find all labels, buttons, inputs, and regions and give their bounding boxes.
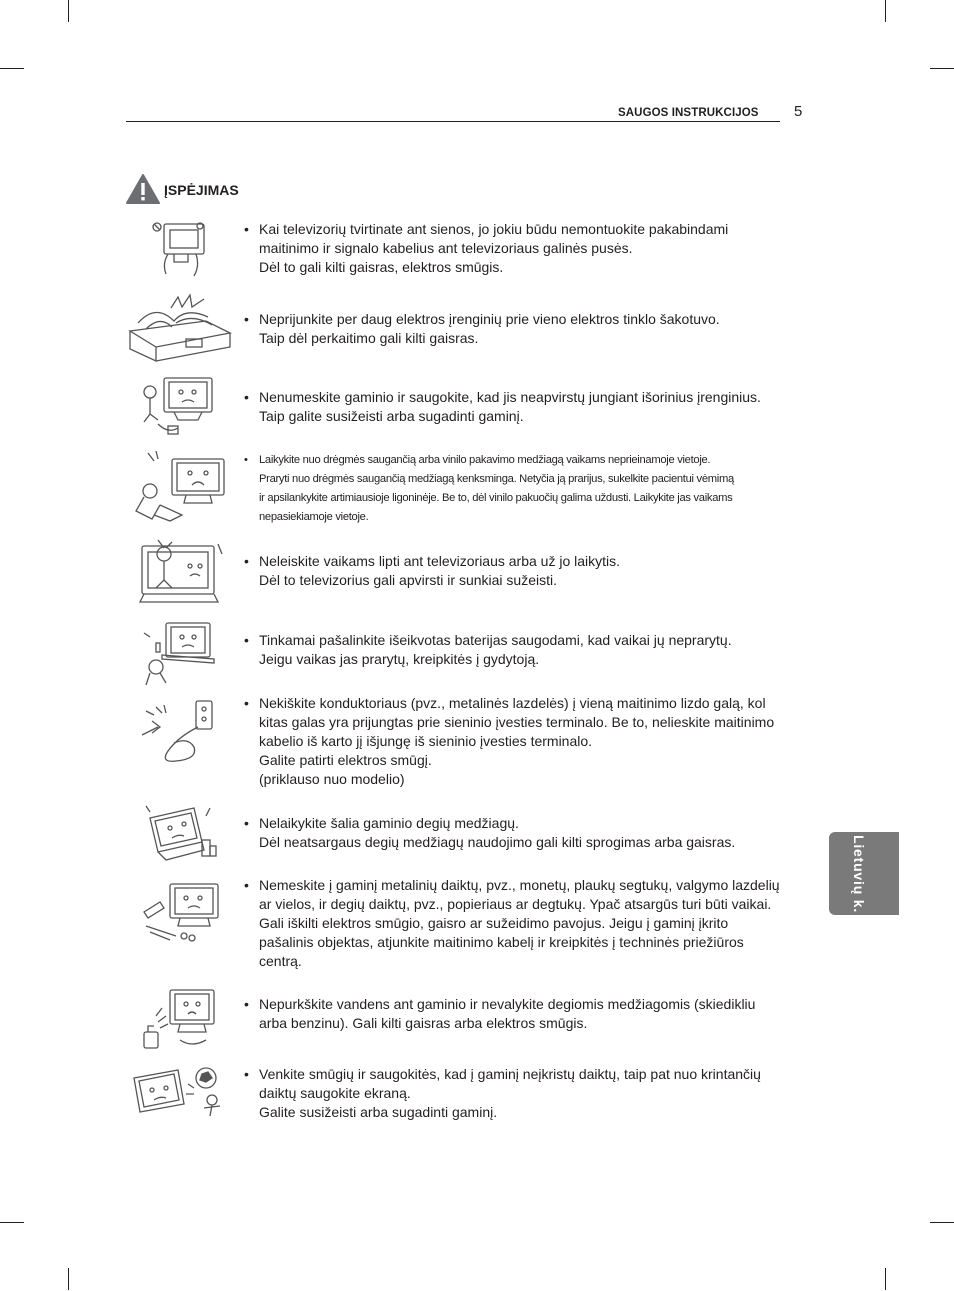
item-line: (priklauso nuo modelio) — [259, 771, 405, 787]
warning-item-water — [244, 995, 792, 1033]
item-line: Taip dėl perkaitimo gali kilti gaisras. — [259, 330, 479, 346]
item-line: Neprijunkite per daug elektros įrenginių prie vieno elektros tinklo šakotuvo. — [259, 311, 720, 327]
bullet-icon: • — [244, 815, 249, 831]
warning-item-wall-mount — [244, 220, 792, 277]
item-line: Kai televizorių tvirtinate ant sienos, jo jokiu būdu nemontuokite pakabindami — [259, 221, 729, 237]
warning-item-climbing — [244, 552, 792, 590]
bullet-icon: • — [244, 996, 249, 1012]
bullet-icon: • — [244, 389, 249, 405]
item-line: maitinimo ir signalo kabelius ant televizoriaus galinės pusės. — [259, 240, 633, 256]
bullet-icon: • — [244, 553, 249, 569]
item-line: Taip galite susižeisti arba sugadinti gaminį. — [259, 408, 524, 424]
item-line: Galite susižeisti arba sugadinti gaminį. — [259, 1104, 498, 1120]
warning-item-flammable — [244, 814, 792, 852]
warning-item-conductor — [244, 694, 792, 789]
overloaded-power-strip-illustration — [126, 293, 236, 363]
child-climbing-tv-illustration — [134, 536, 228, 606]
item-line: Tinkamai pašalinkite išeikvotas baterijas saugodami, kad vaikai jų neprarytų. — [259, 632, 732, 648]
item-line: daiktų saugokite ekraną. — [259, 1085, 411, 1101]
item-line: Nepurkškite vandens ant gaminio ir nevalykite degiomis medžiagomis (skiedikliu — [259, 996, 756, 1012]
warning-item-foreign-objects — [244, 876, 792, 971]
item-line: Dėl to gali kilti gaisras, elektros smūgis. — [259, 259, 504, 275]
item-line: Nekiškite konduktoriaus (pvz., metalinės lazdelės) į vieną maitinimo lizdo galą, kol — [259, 695, 766, 711]
warning-item-impact — [244, 1065, 792, 1122]
item-line: Praryti nuo drėgmės saugančią medžiagą kenksminga. Netyčia ją prarijus, sukelkite pacientui vėmimą — [259, 473, 734, 485]
warning-heading: ĮSPĖJIMAS — [164, 182, 239, 198]
bullet-icon: • — [244, 1066, 249, 1082]
battery-child-illustration — [140, 617, 216, 687]
item-line: Nenumeskite gaminio ir saugokite, kad jis neapvirstų jungiant išorinius įrenginius. — [259, 389, 761, 405]
bullet-icon: • — [244, 695, 249, 711]
item-line: Gali iškilti elektros smūgio, gaisro ar sužeidimo pavojus. Jeigu į gaminį įkrito — [259, 915, 729, 931]
bullet-icon: • — [244, 877, 249, 893]
crop-mark — [0, 68, 24, 69]
crop-mark — [930, 1222, 954, 1223]
item-line: kabelio iš karto jį išjungę iš sieninio įvesties terminalo. — [259, 733, 593, 749]
flammable-materials-illustration — [140, 802, 220, 864]
crop-mark — [885, 0, 886, 22]
item-line: pašalinis objektas, atjunkite maitinimo kabelį ir kreipkitės į techninės priežiūros — [259, 934, 744, 950]
item-line: nepasiekiamoje vietoje. — [259, 511, 369, 523]
item-line: Jeigu vaikas jas prarytų, kreipkitės į gydytoją. — [259, 651, 540, 667]
warning-item-power-strip — [244, 310, 792, 348]
tv-tipping-illustration — [138, 372, 218, 440]
crop-mark — [885, 1268, 886, 1290]
item-line: Venkite smūgių ir saugokitės, kad į gaminį neįkristų daiktų, taip pat nuo krintančių — [259, 1066, 761, 1082]
page-number: 5 — [794, 103, 803, 120]
warning-triangle-icon — [125, 173, 161, 205]
warning-item-packaging — [244, 451, 792, 527]
item-line: Nemeskite į gaminį metalinių daiktų, pvz., monetų, plaukų segtukų, valgymo lazdelių — [259, 877, 780, 893]
crop-mark — [0, 1222, 24, 1223]
item-line: kitas galas yra prijungtas prie sieninio įvesties terminalo. Be to, nelieskite maitinimo — [259, 714, 775, 730]
item-line: Dėl neatsargaus degių medžiagų naudojimo gali kilti sprogimas arba gaisras. — [259, 834, 736, 850]
item-line: ir apsilankykite artimiausioje ligoninėje. Be to, dėl vinilo pakuočių galima uždusti. Laikykite jas vaikams — [259, 492, 733, 504]
header-divider — [126, 121, 780, 122]
item-line: Neleiskite vaikams lipti ant televizoriaus arba už jo laikytis. — [259, 553, 621, 569]
language-tab — [829, 832, 899, 915]
crop-mark — [68, 0, 69, 22]
language-tab-label: Lietuvių k. — [851, 834, 867, 914]
item-line: centrą. — [259, 953, 302, 969]
bullet-icon: • — [244, 632, 249, 648]
warning-item-batteries — [244, 631, 792, 669]
packaging-child-illustration — [126, 449, 234, 523]
item-line: arba benzinu). Gali kilti gaisras arba elektros smūgis. — [259, 1015, 588, 1031]
item-line: Laikykite nuo drėgmės saugančią arba vinilo pakavimo medžiagą vaikams neprieinamoje vietoje. — [259, 454, 711, 466]
crop-mark — [68, 1268, 69, 1290]
item-line: Nelaikykite šalia gaminio degių medžiagų. — [259, 815, 519, 831]
water-spray-illustration — [136, 986, 220, 1052]
warning-item-tipping — [244, 388, 792, 426]
foreign-objects-illustration — [140, 878, 224, 944]
power-cord-conductor-illustration — [138, 697, 222, 767]
item-line: Galite patirti elektros smūgį. — [259, 752, 432, 768]
item-line: Dėl to televizorius gali apvirsti ir sunkiai sužeisti. — [259, 572, 557, 588]
bullet-icon: • — [244, 311, 249, 327]
section-title: SAUGOS INSTRUKCIJOS — [618, 107, 759, 119]
impact-ball-illustration — [128, 1064, 232, 1122]
tv-wall-cable-illustration — [148, 218, 212, 280]
bullet-icon: • — [244, 221, 249, 237]
bullet-icon: • — [244, 454, 248, 466]
item-line: ar vielos, ir degių daiktų, pvz., popieriaus ar degtukų. Ypač atsargūs turi būti vaikai. — [259, 896, 772, 912]
crop-mark — [930, 68, 954, 69]
